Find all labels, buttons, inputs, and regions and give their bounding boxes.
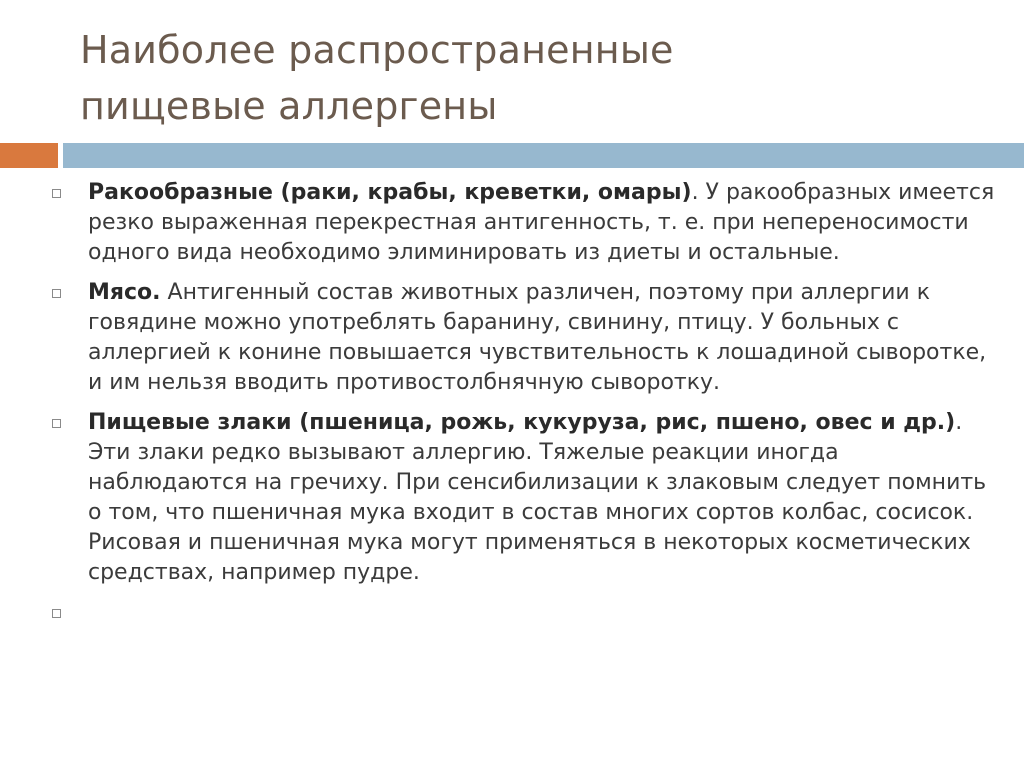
bullet-item-cereals [48, 408, 998, 588]
square-bullet-icon [52, 419, 61, 428]
slide-title [80, 22, 980, 134]
bullet-list [48, 178, 998, 638]
title-line-2: пищевые аллергены [80, 84, 498, 128]
square-bullet-icon [52, 609, 61, 618]
bullet-text: . У ракообразных имеется резко выраженная перекрестная антигенность, т. е. при непереносимости одного вида необходимо элиминировать из диеты и остальные. [88, 180, 995, 265]
bullet-item-empty [48, 598, 998, 628]
accent-bar-blue [63, 143, 1024, 168]
bullet-text: Антигенный состав животных различен, поэтому при аллергии к говядине можно употреблять баранину, свинину, птицу. У больных с аллергией к конине повышается чувствительность к лошадиной сыворотке, и им нельзя вводить противостолбнячную сыворотку. [88, 280, 987, 395]
bullet-item-meat [48, 278, 998, 398]
title-line-1: Наиболее распространенные [80, 28, 674, 72]
bullet-heading: Ракообразные (раки, крабы, креветки, омары) [88, 180, 692, 205]
bullet-text: . Эти злаки редко вызывают аллергию. Тяжелые реакции иногда наблюдаются на гречиху. При сенсибилизации к злаковым следует помнить о том, что пшеничная мука входит в состав многих сортов колбас, сосисок. Рисовая и пшеничная мука могут применяться в некоторых косметических средствах, например пудре. [88, 410, 987, 585]
square-bullet-icon [52, 189, 61, 198]
accent-bar-orange [0, 143, 58, 168]
bullet-item-crustaceans [48, 178, 998, 268]
bullet-heading: Пищевые злаки (пшеница, рожь, кукуруза, рис, пшено, овес и др.) [88, 410, 956, 435]
square-bullet-icon [52, 289, 61, 298]
bullet-heading: Мясо. [88, 280, 161, 305]
